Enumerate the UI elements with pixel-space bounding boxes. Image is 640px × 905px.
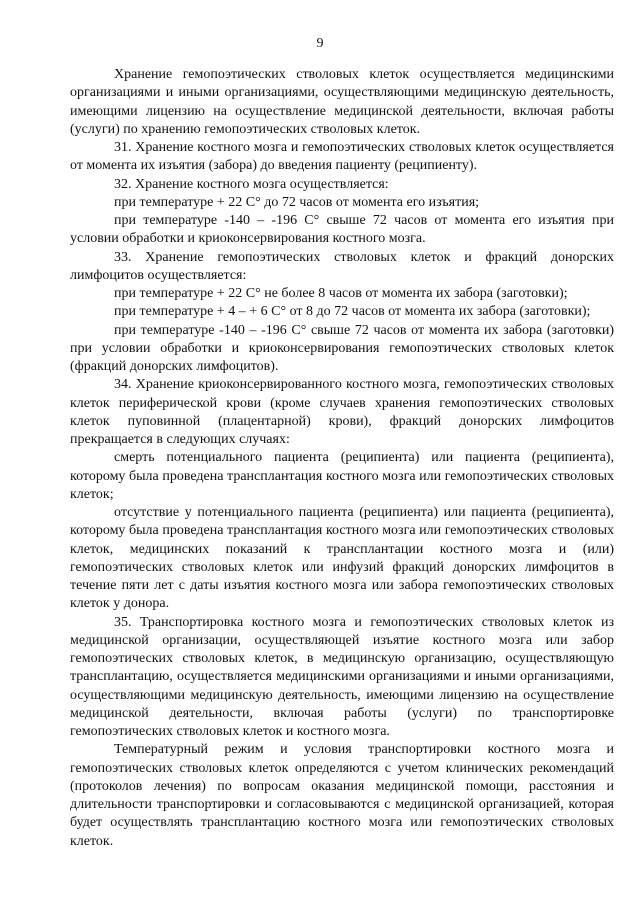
paragraph: Температурный режим и условия транспортировки костного мозга и гемопоэтических стволовых клеток определяются с учетом клинических рекомендаций (протоколов лечения) по вопросам оказания медицинской помощи, расстояния и длительности транспортировки и согласовываются с медицинской организацией, которая будет осуществлять трансплантацию костного мозга или гемопоэтических стволовых клеток.: [70, 742, 614, 849]
paragraph: Хранение гемопоэтических стволовых клеток осуществляется медицинскими организациями и иными организациями, осуществляющими медицинскую деятельность, имеющими лицензию на осуществление медицинской деятельности, включая работы (услуги) по хранению гемопоэтических стволовых клеток.: [70, 67, 614, 137]
page-number: 9: [316, 36, 324, 51]
paragraph: 31. Хранение костного мозга и гемопоэтических стволовых клеток осуществляется от момента их изъятия (забора) до введения пациенту (реципиенту).: [70, 140, 614, 174]
paragraph: при температуре -140 – -196 С° свыше 72 часов от момента их забора (заготовки) при условии обработки и криоконсервирования гемопоэтических стволовых клеток (фракций донорских лимфоцитов).: [70, 322, 614, 374]
paragraph: 34. Хранение криоконсервированного костного мозга, гемопоэтических стволовых клеток периферической крови (кроме случаев хранения гемопоэтических стволовых клеток пуповинной (плацентарной) крови), фракций донорских лимфоцитов прекращается в следующих случаях:: [70, 377, 614, 447]
paragraph: 35. Транспортировка костного мозга и гемопоэтических стволовых клеток из медицинской организации, осуществляющей изъятие костного мозга или забор гемопоэтических стволовых клеток, в медицинскую организацию, осуществляющую трансплантацию, осуществляется медицинскими организациями и иными организациями, осуществляющими медицинскую деятельность, имеющими лицензию на осуществление медицинской деятельности, включая работы (услуги) по транспортировке гемопоэтических стволовых клеток и костного мозга.: [70, 614, 614, 739]
paragraph: при температуре + 22 С° не более 8 часов от момента их забора (заготовки);: [114, 286, 568, 301]
paragraph: 32. Хранение костного мозга осуществляется:: [114, 176, 389, 192]
paragraph: при температуре + 22 С° до 72 часов от момента его изъятия;: [114, 194, 480, 210]
paragraph: при температуре -140 – -196 С° свыше 72 часов от момента его изъятия при условии обработки и криоконсервирования костного мозга.: [70, 213, 614, 247]
paragraph: 33. Хранение гемопоэтических стволовых клеток и фракций донорских лимфоцитов осуществляется:: [70, 249, 614, 283]
paragraph: отсутствие у потенциального пациента (реципиента) или пациента (реципиента), которому была проведена трансплантация костного мозга или гемопоэтических стволовых клеток, медицинских показаний к трансплантации костного мозга и (или) гемопоэтических стволовых клеток или инфузий фракций донорских лимфоцитов в течение пяти лет с даты изъятия костного мозга или забора гемопоэтических стволовых клеток у донора.: [70, 505, 614, 612]
paragraph: смерть потенциального пациента (реципиента) или пациента (реципиента), которому была проведена трансплантация костного мозга или гемопоэтических стволовых клеток;: [70, 450, 614, 502]
paragraph: при температуре + 4 – + 6 С° от 8 до 72 часов от момента их забора (заготовки);: [114, 304, 591, 320]
document-body: [70, 66, 614, 851]
